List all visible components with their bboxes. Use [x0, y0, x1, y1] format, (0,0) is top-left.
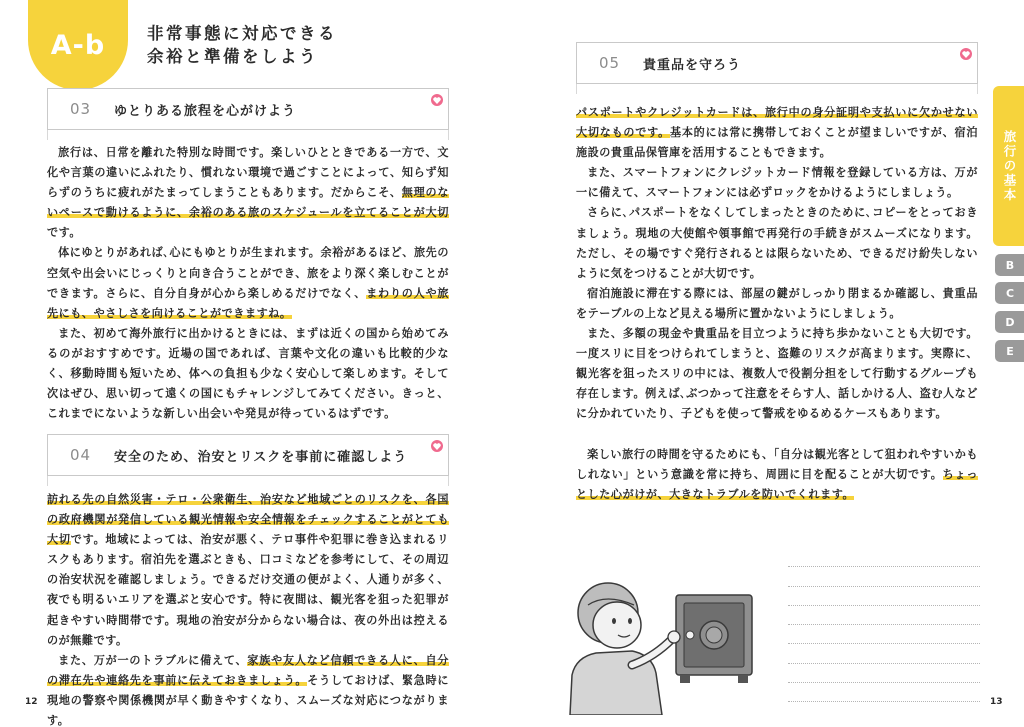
paragraph: また、スマートフォンにクレジットカード情報を登録している方は、万が一に備えて、スマートフォンには必ずロックをかけるようにしましょう。 — [576, 166, 978, 200]
section-03-header — [47, 88, 449, 130]
safe-illustration — [562, 565, 762, 715]
highlight-text: まわりの人や旅先にも、やさしさを向けることができますね。 — [47, 286, 449, 320]
highlight-text: ちょっとした心がけが、大きなトラブルを防いでくれます。 — [576, 467, 978, 501]
section-03-body — [47, 143, 449, 424]
chapter-title-line2: 余裕と準備をしよう — [147, 47, 318, 66]
right-page — [512, 0, 1024, 727]
memo-line — [788, 587, 980, 606]
section-04-number: 04 — [70, 446, 92, 464]
section-05-frame — [576, 84, 978, 94]
tab-d[interactable]: D — [995, 311, 1024, 333]
page-number-left: 12 — [25, 697, 38, 707]
memo-line — [788, 644, 980, 663]
highlight-text: 訪れる先の自然災害・テロ・公衆衛生、治安など地域ごとのリスクを、各国の政府機関が発信している観光情報や安全情報をチェックすることがとても大切 — [47, 493, 449, 547]
text-run: また、万が一のトラブルに備えて、 — [58, 653, 248, 667]
section-05-body — [576, 103, 978, 505]
paragraph — [47, 651, 449, 727]
paragraph: また、初めて海外旅行に出かけるときには、まずは近くの国から始めてみるのがおすすめです。近場の国であれば、言葉や文化の違いも比較的少なく、移動時間も短いため、体への負担も少なく安心して楽しめます。そして次はぜひ、思い切って遠くの国にもチャレンジしてみてください。きっと、これまでにないような新しい出会いや発見が待っているはずです。 — [47, 326, 449, 421]
memo-line — [788, 664, 980, 683]
heart-icon — [431, 440, 443, 452]
section-03-number: 03 — [70, 100, 92, 118]
paragraph — [47, 243, 449, 323]
memo-line — [788, 567, 980, 586]
paragraph — [47, 143, 449, 243]
section-03-frame — [47, 130, 449, 140]
section-05-title: 貴重品を守ろう — [643, 57, 742, 73]
memo-line — [788, 625, 980, 644]
text-run: です。 — [47, 226, 82, 240]
page-number-right: 13 — [990, 697, 1003, 707]
section-03-title: ゆとりある旅程を心がけよう — [114, 103, 297, 119]
paragraph: さらに､パスポートをなくしてしまったときのために､コピーをとっておきましょう。現地の大使館や領事館で再発行の手続きがスムーズになります。ただし、その場ですぐ発行されるとは限らないため、できるだけ紛失しないように気をつけることが大切です。 — [576, 206, 978, 280]
text-run: そうしておけば、緊急時に現地の警察や関係機関が早く動きやすくなり、スムーズな対応につながります。 — [47, 673, 449, 727]
section-04-header — [47, 434, 449, 476]
text-run: 旅行は、日常を離れた特別な時間です。楽しいひとときである一方で、文化や言葉の違いにふれたり、慣れない環境で過ごすことによって、知らず知らずのうちに疲れがたまってしまうこともあります。だからこそ、 — [47, 146, 449, 200]
memo-line — [788, 548, 980, 567]
paragraph: また、多額の現金や貴重品を目立つように持ち歩かないことも大切です。一度スリに目をつけられてしまうと、盗難のリスクが高まります。実際に、観光客を狙ったスリの中には、複数人で役割分担をして行動するグループも存在します。例えば､ぶつかって注意をそらす人、話しかける人、盗む人などに分かれていたり、子どもを使って警戒をゆるめるケースもあります。 — [576, 327, 978, 421]
tab-c[interactable]: C — [995, 282, 1024, 304]
section-04-frame — [47, 476, 449, 486]
highlight-text: 家族や友人など信頼できる人に、自分の滞在先や連絡先を事前に伝えておきましょう。 — [47, 653, 449, 687]
chapter-title — [147, 22, 337, 68]
section-04-body — [47, 490, 449, 727]
tab-travel-basics[interactable] — [993, 86, 1024, 246]
paragraph — [576, 445, 978, 505]
text-run: です。地域によっては、治安が悪く、テロ事件や犯罪に巻き込まれるリスクもあります。宿泊先を選ぶときも、口コミなどを参考にして、その周辺の治安状況を確認しましょう。できるだけ交通の便がよく、人通りが多く、夜でも明るいエリアを選ぶと安心です。特に夜間は、観光客を狙った犯罪が起きやすい時間帯です。現地の治安が分からない場合は、夜の外出は控えるのが無難です。 — [47, 533, 449, 647]
chapter-badge-label: A-b — [50, 29, 106, 61]
heart-icon — [431, 94, 443, 106]
tab-travel-basics-label: 旅行の基本 — [1002, 129, 1017, 203]
paragraph — [47, 490, 449, 651]
memo-line — [788, 683, 980, 702]
chapter-title-line1: 非常事態に対応できる — [147, 24, 337, 43]
memo-lines — [788, 548, 980, 702]
section-05-header — [576, 42, 978, 84]
section-05-number: 05 — [599, 54, 621, 72]
tab-e[interactable]: E — [995, 340, 1024, 362]
chapter-badge — [28, 0, 128, 90]
section-04-title: 安全のため、治安とリスクを事前に確認しよう — [114, 449, 408, 465]
memo-line — [788, 606, 980, 625]
paragraph: 宿泊施設に滞在する際には、部屋の鍵がしっかり閉まるか確認し、貴重品をテーブルの上など見える場所に置かないようにしましょう。 — [576, 286, 978, 320]
tab-b[interactable]: B — [995, 254, 1024, 276]
highlight-text: 無理のないペースで動けるように、余裕のある旅のスケジュールを立てることが大切 — [47, 186, 449, 220]
text-run: 体にゆとりがあれば､心にもゆとりが生まれます。余裕があるほど、旅先の空気や出会いにじっくりと向き合うことができ、旅をより深く楽しむことができます。さらに、自分自身が心から楽しめるだけでなく、 — [47, 246, 449, 300]
text-run: 基本的には常に携帯しておくことが望ましいですが、宿泊施設の貴重品保管庫を活用することもできます。 — [576, 126, 978, 160]
paragraph — [576, 103, 978, 163]
text-run: 楽しい旅行の時間を守るためにも、「自分は観光客として狙われやすいかもしれない」という意識を常に持ち、周囲に目を配ることが大切です。 — [576, 447, 978, 481]
heart-icon — [960, 48, 972, 60]
highlight-text: パスポートやクレジットカードは、旅行中の身分証明や支払いに欠かせない大切なものです。 — [576, 106, 978, 140]
